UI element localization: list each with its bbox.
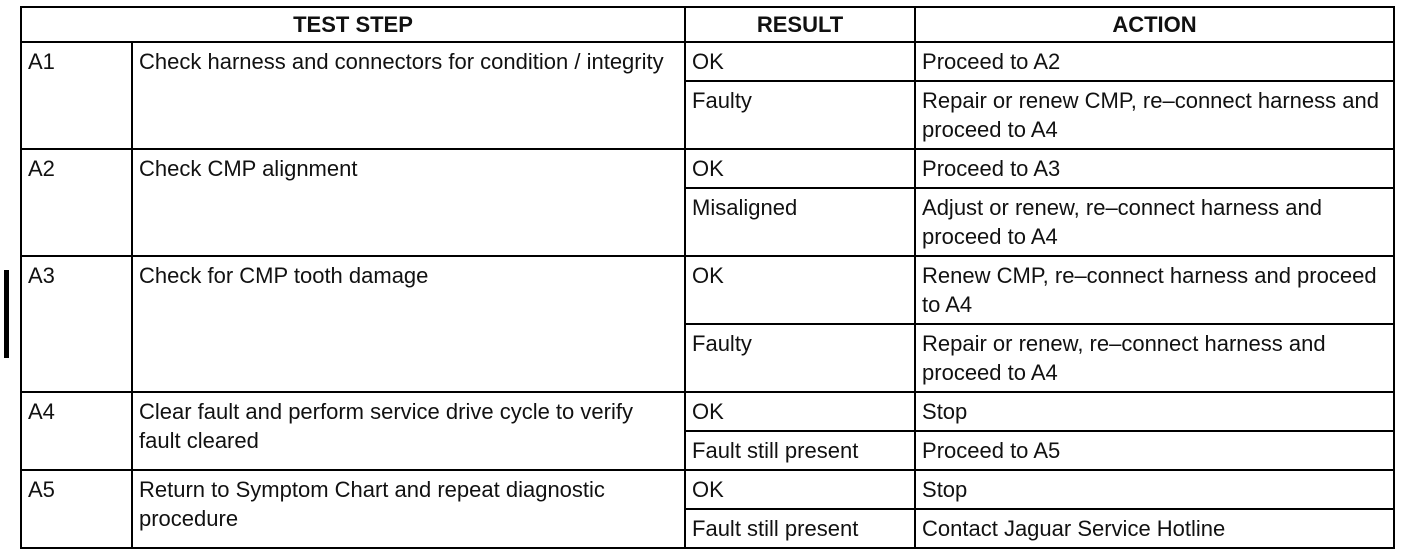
step-description: Clear fault and perform service drive cycle to verify fault cleared xyxy=(132,392,685,470)
result-cell: Fault still present xyxy=(685,509,915,548)
diagnostic-procedure-table xyxy=(20,6,1395,549)
header-result: RESULT xyxy=(685,7,915,42)
result-cell: OK xyxy=(685,470,915,509)
revision-bar xyxy=(4,270,9,358)
result-cell: OK xyxy=(685,149,915,188)
action-cell: Renew CMP, re–connect harness and proceed to A4 xyxy=(915,256,1394,324)
result-cell: OK xyxy=(685,42,915,81)
step-description: Return to Symptom Chart and repeat diagnostic procedure xyxy=(132,470,685,548)
header-action: ACTION xyxy=(915,7,1394,42)
step-id: A4 xyxy=(21,392,132,470)
action-cell: Adjust or renew, re–connect harness and proceed to A4 xyxy=(915,188,1394,256)
header-row xyxy=(21,7,1394,42)
step-description: Check for CMP tooth damage xyxy=(132,256,685,392)
action-cell: Proceed to A3 xyxy=(915,149,1394,188)
table-row xyxy=(21,470,1394,509)
table-row xyxy=(21,42,1394,81)
result-cell: Faulty xyxy=(685,324,915,392)
step-id: A2 xyxy=(21,149,132,256)
result-cell: OK xyxy=(685,256,915,324)
result-cell: Fault still present xyxy=(685,431,915,470)
result-cell: Misaligned xyxy=(685,188,915,256)
action-cell: Repair or renew, re–connect harness and proceed to A4 xyxy=(915,324,1394,392)
table-row xyxy=(21,392,1394,431)
table-row xyxy=(21,149,1394,188)
action-cell: Contact Jaguar Service Hotline xyxy=(915,509,1394,548)
step-description: Check harness and connectors for condition / integrity xyxy=(132,42,685,149)
action-cell: Repair or renew CMP, re–connect harness and proceed to A4 xyxy=(915,81,1394,149)
header-test-step: TEST STEP xyxy=(21,7,685,42)
result-cell: OK xyxy=(685,392,915,431)
action-cell: Stop xyxy=(915,392,1394,431)
table-row xyxy=(21,256,1394,324)
action-cell: Stop xyxy=(915,470,1394,509)
step-id: A5 xyxy=(21,470,132,548)
step-id: A1 xyxy=(21,42,132,149)
result-cell: Faulty xyxy=(685,81,915,149)
step-id: A3 xyxy=(21,256,132,392)
step-description: Check CMP alignment xyxy=(132,149,685,256)
action-cell: Proceed to A2 xyxy=(915,42,1394,81)
action-cell: Proceed to A5 xyxy=(915,431,1394,470)
